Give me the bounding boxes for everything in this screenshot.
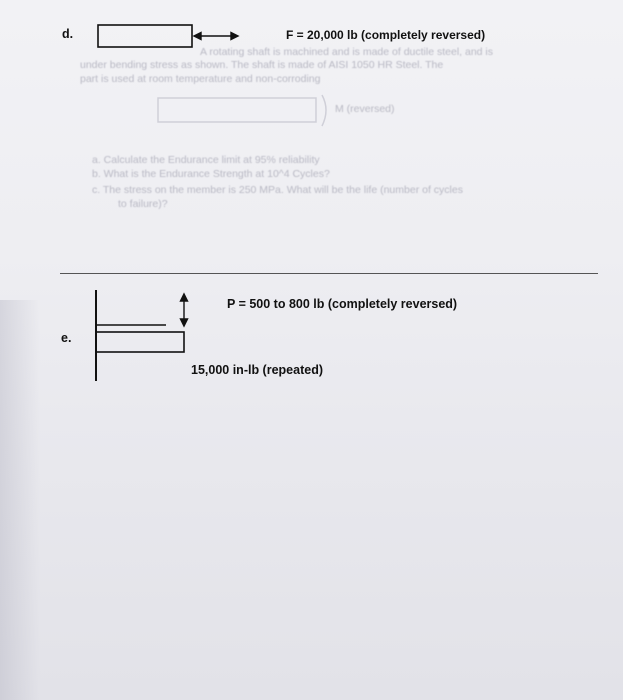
bleed-through-moment: M (reversed) bbox=[335, 103, 395, 115]
bleed-through-question-a: a. Calculate the Endurance limit at 95% reliability bbox=[92, 154, 320, 166]
problem-e-beam bbox=[96, 332, 184, 352]
section-divider bbox=[60, 273, 598, 274]
problem-e-moment: 15,000 in-lb (repeated) bbox=[191, 363, 323, 377]
problem-d-label: d. bbox=[62, 27, 74, 41]
problem-d-bar bbox=[98, 25, 192, 47]
bleed-through-line-2: under bending stress as shown. The shaft is made of AISI 1050 HR Steel. The bbox=[80, 59, 444, 71]
problem-e-double-arrow bbox=[181, 294, 188, 326]
bleed-through-line-3: part is used at room temperature and non-corroding bbox=[80, 73, 321, 85]
problem-d-double-arrow bbox=[194, 33, 238, 40]
bleed-through-beam bbox=[158, 95, 326, 126]
bleed-through-question-b: b. What is the Endurance Strength at 10^4 Cycles? bbox=[92, 168, 330, 180]
problem-e-label: e. bbox=[61, 331, 72, 345]
bleed-through-question-c-cont: to failure)? bbox=[118, 198, 168, 210]
bleed-through-line-1: A rotating shaft is machined and is made of ductile steel, and is bbox=[200, 46, 494, 58]
bleed-through-question-c: c. The stress on the member is 250 MPa. What will be the life (number of cycles bbox=[92, 184, 463, 196]
problem-e-force: P = 500 to 800 lb (completely reversed) bbox=[227, 297, 458, 311]
problem-d-force: F = 20,000 lb (completely reversed) bbox=[286, 28, 486, 42]
